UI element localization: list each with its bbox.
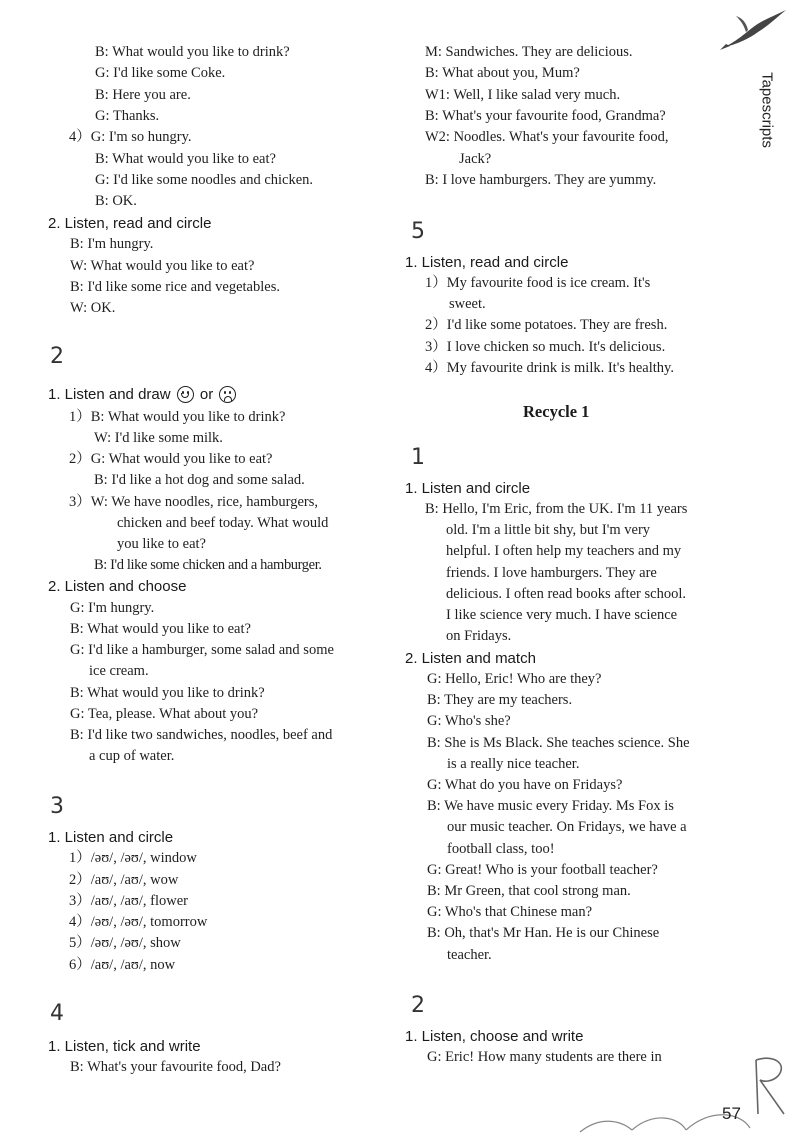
script-line: G: I'd like a hamburger, some salad and some (70, 642, 334, 658)
section-heading (48, 384, 238, 405)
script-line: W: I'd like some milk. (94, 430, 223, 446)
unit-number: 2 (50, 344, 64, 369)
unit-number: 2 (411, 993, 425, 1018)
script-line: 3）W: We have noodles, rice, hamburgers, (69, 494, 319, 510)
unit-number: 5 (411, 219, 425, 244)
section-heading: 1. Listen and circle (405, 480, 531, 497)
script-line: G: Great! Who is your football teacher? (427, 862, 658, 878)
script-line: 6）/aʊ/, /aʊ/, now (69, 957, 176, 973)
script-line: 5）/əʊ/, /əʊ/, show (69, 935, 181, 951)
section-heading: 1. Listen and circle (48, 829, 174, 846)
script-line: delicious. I often read books after school. (446, 586, 686, 602)
script-line: B: What's your favourite food, Grandma? (425, 108, 666, 124)
page-number: 57 (722, 1104, 741, 1123)
script-line: B: Hello, I'm Eric, from the UK. I'm 11 years (425, 501, 688, 517)
section-heading: 1. Listen, choose and write (405, 1028, 584, 1045)
script-line: B: I'm hungry. (70, 236, 154, 252)
script-line: B: I love hamburgers. They are yummy. (425, 172, 657, 188)
script-line: a cup of water. (89, 748, 175, 764)
script-line: 3）/aʊ/, /aʊ/, flower (69, 893, 188, 909)
section-heading: 1. Listen, read and circle (405, 254, 569, 271)
script-line: W: OK. (70, 300, 116, 316)
script-line: G: Tea, please. What about you? (70, 706, 259, 722)
side-tab (752, 60, 782, 160)
script-line: B: Oh, that's Mr Han. He is our Chinese (427, 925, 660, 941)
unit-number: 4 (50, 1001, 64, 1026)
script-line: B: OK. (95, 193, 137, 209)
script-line: 3）I love chicken so much. It's delicious. (425, 339, 666, 355)
script-line: G: I'd like some noodles and chicken. (95, 172, 314, 188)
script-line: 4）/əʊ/, /əʊ/, tomorrow (69, 914, 208, 930)
script-line: on Fridays. (446, 628, 512, 644)
script-line: B: Mr Green, that cool strong man. (427, 883, 631, 899)
script-line: our music teacher. On Fridays, we have a (447, 819, 687, 835)
script-line: G: Who's that Chinese man? (427, 904, 593, 920)
unit-number: 3 (50, 794, 64, 819)
script-line: B: She is Ms Black. She teaches science. She (427, 735, 690, 751)
script-line: helpful. I often help my teachers and my (446, 543, 682, 559)
script-line: I like science very much. I have science (446, 607, 678, 623)
section-heading: 2. Listen and choose (48, 578, 187, 595)
script-line: friends. I love hamburgers. They are (446, 565, 657, 581)
section-heading: 1. Listen, tick and write (48, 1038, 201, 1055)
script-line: G: Thanks. (95, 108, 160, 124)
script-line: 4）G: I'm so hungry. (69, 129, 192, 145)
section-heading: 2. Listen and match (405, 650, 536, 667)
script-line: G: What do you have on Fridays? (427, 777, 623, 793)
section-heading-text: 1. Listen and draw (48, 386, 171, 403)
script-line: M: Sandwiches. They are delicious. (425, 44, 633, 60)
script-line: B: We have music every Friday. Ms Fox is (427, 798, 674, 814)
script-line: W1: Well, I like salad very much. (425, 87, 621, 103)
script-line: B: What would you like to eat? (95, 151, 276, 167)
script-line: old. I'm a little bit shy, but I'm very (446, 522, 651, 538)
script-line: you like to eat? (117, 536, 206, 552)
script-line: W2: Noodles. What's your favourite food, (425, 129, 669, 145)
or-text: or (199, 386, 214, 403)
script-line: 2）I'd like some potatoes. They are fresh. (425, 317, 668, 333)
section-heading: 2. Listen, read and circle (48, 215, 212, 232)
script-line: B: What would you like to drink? (70, 685, 265, 701)
script-line: G: I'd like some Coke. (95, 65, 226, 81)
script-line: 4）My favourite drink is milk. It's healthy. (425, 360, 674, 376)
script-line: teacher. (447, 947, 492, 963)
sad-face-icon (219, 386, 236, 403)
script-line: Jack? (459, 151, 492, 167)
script-line: G: Hello, Eric! Who are they? (427, 671, 602, 687)
script-line: B: I'd like some rice and vegetables. (70, 279, 280, 295)
script-line: is a really nice teacher. (447, 756, 580, 772)
recycle-title: Recycle 1 (523, 402, 590, 421)
script-line: B: I'd like some chicken and a hamburger. (94, 557, 322, 573)
script-line: football class, too! (447, 841, 555, 857)
script-line: B: I'd like a hot dog and some salad. (94, 472, 305, 488)
script-line: G: I'm hungry. (70, 600, 155, 616)
bird-illustration (718, 8, 790, 52)
script-line: ice cream. (89, 663, 149, 679)
script-line: B: What about you, Mum? (425, 65, 580, 81)
script-line: B: They are my teachers. (427, 692, 573, 708)
script-line: 1）/əʊ/, /əʊ/, window (69, 850, 197, 866)
script-line: G: Who's she? (427, 713, 511, 729)
unit-number: 1 (411, 445, 425, 470)
corner-decoration (560, 1050, 800, 1134)
script-line: B: What would you like to drink? (95, 44, 290, 60)
script-line: 1）B: What would you like to drink? (69, 409, 286, 425)
side-tab-label: Tapescripts (758, 72, 776, 148)
script-line: B: What would you like to eat? (70, 621, 251, 637)
script-line: W: What would you like to eat? (70, 258, 255, 274)
script-line: sweet. (449, 296, 486, 312)
script-line: chicken and beef today. What would (117, 515, 329, 531)
script-line: 2）G: What would you like to eat? (69, 451, 273, 467)
script-line: G: Eric! How many students are there in (427, 1049, 662, 1065)
script-line: 2）/aʊ/, /aʊ/, wow (69, 872, 179, 888)
smiley-face-icon (177, 386, 194, 403)
script-line: 1）My favourite food is ice cream. It's (425, 275, 651, 291)
script-line: B: What's your favourite food, Dad? (70, 1059, 281, 1075)
script-line: B: I'd like two sandwiches, noodles, beef and (70, 727, 333, 743)
script-line: B: Here you are. (95, 87, 191, 103)
